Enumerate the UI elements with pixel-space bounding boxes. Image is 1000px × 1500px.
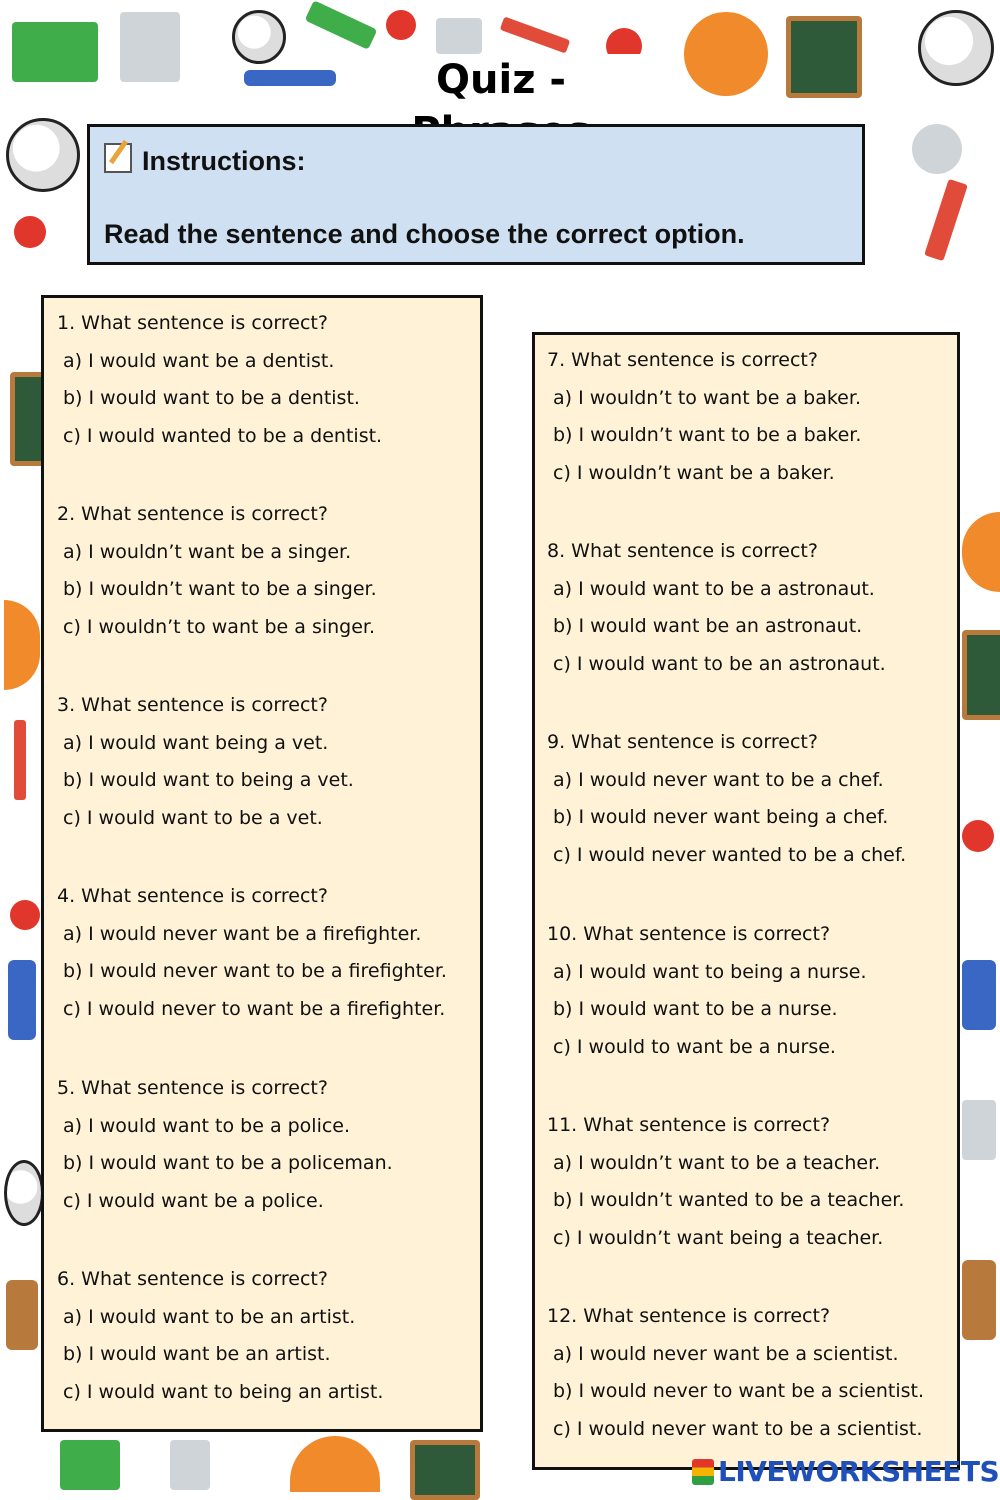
calculator-icon bbox=[436, 18, 482, 54]
question-text: 11. What sentence is correct? bbox=[547, 1114, 831, 1136]
instructions-heading-text: Instructions: bbox=[142, 146, 306, 176]
question-9 bbox=[547, 724, 906, 874]
soccer-ball-icon-2 bbox=[6, 118, 80, 192]
marker-icon bbox=[305, 0, 378, 50]
apple-icon bbox=[386, 10, 416, 40]
chalkboard-icon-3 bbox=[962, 630, 1000, 720]
option-a[interactable]: a) I would want to be an artist. bbox=[63, 1305, 356, 1328]
instructions-box bbox=[87, 124, 865, 265]
apple-icon-4 bbox=[10, 900, 40, 930]
question-6 bbox=[57, 1261, 383, 1411]
option-b[interactable]: b) I would want to be a policeman. bbox=[63, 1152, 393, 1174]
question-text: 9. What sentence is correct? bbox=[547, 731, 818, 753]
soccer-ball-icon-3 bbox=[4, 1160, 44, 1226]
book-icon-3 bbox=[962, 960, 996, 1030]
question-text: 6. What sentence is correct? bbox=[57, 1268, 328, 1290]
instructions-text: Read the sentence and choose the correct option. bbox=[104, 219, 745, 249]
apple-icon-5 bbox=[962, 820, 994, 852]
ruler-icon bbox=[244, 70, 336, 86]
option-a[interactable]: a) I would never want to be a chef. bbox=[553, 768, 884, 791]
option-b[interactable]: b) I would want be an artist. bbox=[63, 1343, 331, 1365]
question-12 bbox=[547, 1298, 924, 1448]
paper-icon bbox=[120, 12, 180, 82]
question-4 bbox=[57, 878, 447, 1028]
option-b[interactable]: b) I wouldn’t want to be a singer. bbox=[63, 578, 377, 600]
question-10 bbox=[547, 916, 867, 1066]
option-a[interactable]: a) I would never want be a scientist. bbox=[553, 1342, 899, 1365]
liveworksheets-logo bbox=[692, 1452, 999, 1492]
question-text: 2. What sentence is correct? bbox=[57, 503, 328, 525]
pencil-icon-2 bbox=[924, 179, 968, 261]
pencil-icon bbox=[500, 16, 571, 53]
glue-icon bbox=[170, 1440, 210, 1490]
question-11 bbox=[547, 1107, 904, 1257]
option-b[interactable]: b) I would never want to be a firefighter. bbox=[63, 960, 447, 982]
question-text: 4. What sentence is correct? bbox=[57, 885, 328, 907]
question-text: 1. What sentence is correct? bbox=[57, 312, 328, 334]
question-7 bbox=[547, 342, 861, 492]
option-c[interactable]: c) I wouldn’t to want be a singer. bbox=[63, 615, 376, 638]
option-c[interactable]: c) I would to want be a nurse. bbox=[553, 1035, 836, 1058]
question-8 bbox=[547, 533, 886, 683]
option-c[interactable]: c) I would want to be an astronaut. bbox=[553, 652, 886, 675]
option-c[interactable]: c) I would never wanted to be a chef. bbox=[553, 843, 907, 866]
option-c[interactable]: c) I would never want to be a scientist. bbox=[553, 1417, 923, 1440]
page-title: Quiz - bbox=[346, 54, 656, 106]
option-c[interactable]: c) I wouldn’t want being a teacher. bbox=[553, 1226, 884, 1249]
chalkboard-icon-4 bbox=[410, 1440, 480, 1500]
option-b[interactable]: b) I would want be an astronaut. bbox=[553, 615, 863, 637]
option-b[interactable]: b) I wouldn’t wanted to be a teacher. bbox=[553, 1189, 905, 1211]
question-text: 8. What sentence is correct? bbox=[547, 540, 818, 562]
question-2 bbox=[57, 496, 377, 646]
option-b[interactable]: b) I would want to be a dentist. bbox=[63, 387, 360, 409]
magnifier-icon-2 bbox=[912, 124, 962, 174]
watermark-text: LIVEWORKSHEETS bbox=[718, 1455, 1000, 1488]
option-a[interactable]: a) I wouldn’t want be a singer. bbox=[63, 540, 352, 563]
question-text: 5. What sentence is correct? bbox=[57, 1077, 328, 1099]
chalkboard-icon bbox=[786, 16, 862, 98]
option-a[interactable]: a) I would want to be a police. bbox=[63, 1114, 351, 1137]
book-icon-4 bbox=[60, 1440, 120, 1490]
option-b[interactable]: b) I wouldn’t want to be a baker. bbox=[553, 424, 862, 446]
option-c[interactable]: c) I would wanted to be a dentist. bbox=[63, 424, 383, 447]
option-b[interactable]: b) I would never want being a chef. bbox=[553, 806, 889, 828]
pencil-icon-3 bbox=[14, 720, 26, 800]
book-icon bbox=[12, 22, 98, 82]
basketball-icon-2 bbox=[4, 600, 40, 690]
option-b[interactable]: b) I would never to want be a scientist. bbox=[553, 1380, 925, 1402]
option-a[interactable]: a) I wouldn’t want to be a teacher. bbox=[553, 1151, 881, 1174]
option-a[interactable]: a) I would never want be a firefighter. bbox=[63, 922, 422, 945]
question-text: 10. What sentence is correct? bbox=[547, 923, 831, 945]
question-1 bbox=[57, 305, 382, 455]
option-b[interactable]: b) I would want to being a vet. bbox=[63, 769, 354, 791]
basketball-icon-4 bbox=[290, 1436, 380, 1492]
instructions-heading bbox=[104, 143, 306, 177]
bag-icon bbox=[6, 1280, 38, 1350]
calculator-icon-2 bbox=[962, 1100, 996, 1160]
question-3 bbox=[57, 687, 354, 837]
question-5 bbox=[57, 1070, 393, 1220]
bag-icon-2 bbox=[962, 1260, 996, 1340]
option-a[interactable]: a) I would want to be a astronaut. bbox=[553, 577, 875, 600]
basketball-icon-3 bbox=[962, 512, 1000, 592]
soccer-ball-icon bbox=[918, 10, 994, 86]
option-c[interactable]: c) I would want to being an artist. bbox=[63, 1380, 384, 1403]
question-text: 3. What sentence is correct? bbox=[57, 694, 328, 716]
liveworksheets-icon bbox=[692, 1459, 714, 1485]
question-text: 7. What sentence is correct? bbox=[547, 349, 818, 371]
basketball-icon bbox=[684, 12, 768, 96]
option-a[interactable]: a) I would want being a vet. bbox=[63, 731, 329, 754]
option-a[interactable]: a) I would want be a dentist. bbox=[63, 349, 335, 372]
option-b[interactable]: b) I would want to be a nurse. bbox=[553, 998, 838, 1020]
magnifier-icon bbox=[232, 10, 286, 64]
option-a[interactable]: a) I wouldn’t to want be a baker. bbox=[553, 386, 861, 409]
memo-icon bbox=[104, 143, 132, 173]
book-icon-2 bbox=[8, 960, 36, 1040]
option-a[interactable]: a) I would want to being a nurse. bbox=[553, 960, 867, 983]
option-c[interactable]: c) I wouldn’t want be a baker. bbox=[553, 461, 835, 484]
question-text: 12. What sentence is correct? bbox=[547, 1305, 831, 1327]
option-c[interactable]: c) I would want to be a vet. bbox=[63, 806, 323, 829]
option-c[interactable]: c) I would want be a police. bbox=[63, 1189, 324, 1212]
apple-icon-3 bbox=[14, 216, 46, 248]
option-c[interactable]: c) I would never to want be a firefighter. bbox=[63, 997, 446, 1020]
